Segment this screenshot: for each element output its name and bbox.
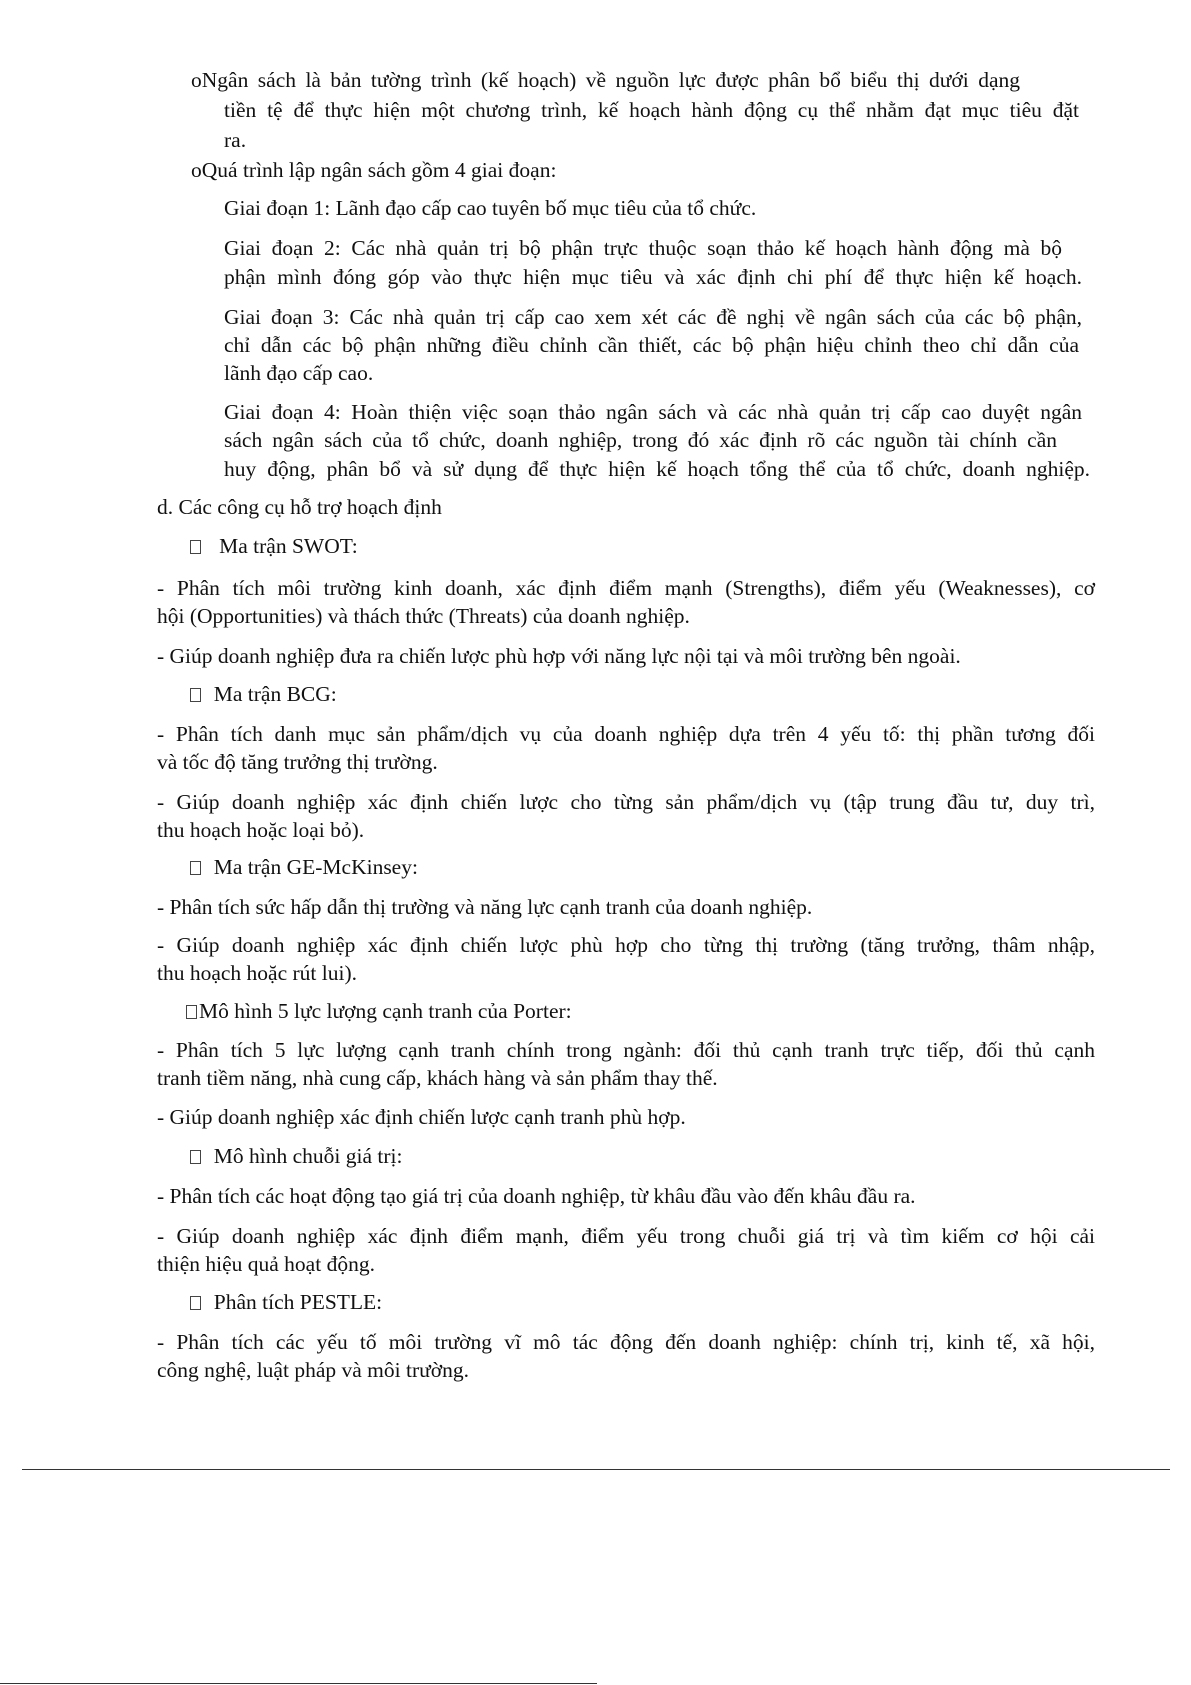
checkbox-icon [190, 1296, 201, 1310]
porter-p2-line-1: - Giúp doanh nghiệp xác định chiến lược cạnh tranh phù hợp. [157, 1105, 686, 1129]
stage-1-line-1: Giai đoạn 1: Lãnh đạo cấp cao tuyên bố mục tiêu của tổ chức. [224, 196, 757, 220]
value-chain-title-row [190, 1142, 402, 1170]
stage-2-line-2: phận mình đóng góp vào thực hiện mục tiêu và xác định chi phí để thực hiện kế hoạch. [224, 265, 1082, 289]
porter-title-row [186, 997, 572, 1025]
ge-p2-line-2: thu hoạch hoặc rút lui). [157, 961, 358, 985]
stage-3-line-3: lãnh đạo cấp cao. [224, 361, 374, 385]
swot-title: Ma trận SWOT: [219, 534, 358, 558]
stage-4-line-3: huy động, phân bổ và sử dụng để thực hiện kế hoạch tổng thể của tổ chức, doanh nghiệp. [224, 457, 1090, 481]
bcg-p2-line-2: thu hoạch hoặc loại bỏ). [157, 818, 365, 842]
pestle-p1-line-2: công nghệ, luật pháp và môi trường. [157, 1358, 470, 1382]
swot-title-row [190, 532, 358, 560]
swot-p1-line-1: - Phân tích môi trường kinh doanh, xác định điểm mạnh (Strengths), điểm yếu (Weaknesses), cơ [157, 576, 1095, 600]
value-chain-p2-line-2: thiện hiệu quả hoạt động. [157, 1252, 375, 1276]
ge-p2-line-1: - Giúp doanh nghiệp xác định chiến lược phù hợp cho từng thị trường (tăng trưởng, thâm nhập, [157, 933, 1095, 957]
pestle-title-row [190, 1288, 382, 1316]
swot-p1-line-2: hội (Opportunities) và thách thức (Threats) của doanh nghiệp. [157, 604, 690, 628]
footnote-divider [0, 1683, 597, 1684]
porter-title: Mô hình 5 lực lượng cạnh tranh của Porter: [199, 999, 572, 1023]
bcg-p2-line-1: - Giúp doanh nghiệp xác định chiến lược cho từng sản phẩm/dịch vụ (tập trung đầu tư, duy trì, [157, 790, 1095, 814]
value-chain-title: Mô hình chuỗi giá trị: [213, 1144, 403, 1168]
ge-p1-line-1: - Phân tích sức hấp dẫn thị trường và năng lực cạnh tranh của doanh nghiệp. [157, 895, 813, 919]
checkbox-icon [190, 540, 201, 554]
ge-title-row [190, 853, 418, 881]
porter-p1-line-2: tranh tiềm năng, nhà cung cấp, khách hàng và sản phẩm thay thế. [157, 1066, 718, 1090]
budget-definition-line-3: ra. [224, 128, 247, 152]
swot-p2-line-1: - Giúp doanh nghiệp đưa ra chiến lược phù hợp với năng lực nội tại và môi trường bên ngoài. [157, 644, 961, 668]
budget-definition-line-1: oNgân sách là bản tường trình (kế hoạch) về nguồn lực được phân bổ biểu thị dưới dạng [191, 68, 1020, 92]
bcg-title: Ma trận BCG: [213, 682, 337, 706]
budget-process-intro: oQuá trình lập ngân sách gồm 4 giai đoạn: [191, 158, 557, 182]
value-chain-p2-line-1: - Giúp doanh nghiệp xác định điểm mạnh, điểm yếu trong chuỗi giá trị và tìm kiếm cơ hội cải [157, 1224, 1095, 1248]
bcg-title-row [190, 680, 337, 708]
stage-4-line-2: sách ngân sách của tổ chức, doanh nghiệp, trong đó xác định rõ các nguồn tài chính cần [224, 428, 1057, 452]
bcg-p1-line-1: - Phân tích danh mục sản phẩm/dịch vụ của doanh nghiệp dựa trên 4 yếu tố: thị phần tương đối [157, 722, 1095, 746]
stage-3-line-2: chỉ dẫn các bộ phận những điều chỉnh cần thiết, các bộ phận hiệu chỉnh theo chỉ dẫn của [224, 333, 1079, 357]
porter-p1-line-1: - Phân tích 5 lực lượng cạnh tranh chính trong ngành: đối thủ cạnh tranh trực tiếp, đối thủ cạnh [157, 1038, 1095, 1062]
page-divider [22, 1469, 1170, 1470]
stage-3-line-1: Giai đoạn 3: Các nhà quản trị cấp cao xem xét các đề nghị về ngân sách của các bộ phận, [224, 305, 1082, 329]
stage-4-line-1: Giai đoạn 4: Hoàn thiện việc soạn thảo ngân sách và các nhà quản trị cấp cao duyệt ngân [224, 400, 1082, 424]
checkbox-icon [186, 1005, 197, 1019]
ge-title: Ma trận GE-McKinsey: [213, 855, 418, 879]
value-chain-p1-line-1: - Phân tích các hoạt động tạo giá trị của doanh nghiệp, từ khâu đầu vào đến khâu đầu ra. [157, 1184, 916, 1208]
pestle-p1-line-1: - Phân tích các yếu tố môi trường vĩ mô tác động đến doanh nghiệp: chính trị, kinh tế, xã hội, [157, 1330, 1095, 1354]
pestle-title: Phân tích PESTLE: [213, 1290, 383, 1314]
stage-2-line-1: Giai đoạn 2: Các nhà quản trị bộ phận trực thuộc soạn thảo kế hoạch hành động mà bộ [224, 236, 1062, 260]
tools-heading: d. Các công cụ hỗ trợ hoạch định [157, 495, 442, 519]
checkbox-icon [190, 861, 201, 875]
bcg-p1-line-2: và tốc độ tăng trưởng thị trường. [157, 750, 438, 774]
budget-definition-line-2: tiền tệ để thực hiện một chương trình, kế hoạch hành động cụ thể nhằm đạt mục tiêu đặt [224, 98, 1079, 122]
checkbox-icon [190, 688, 201, 702]
checkbox-icon [190, 1150, 201, 1164]
